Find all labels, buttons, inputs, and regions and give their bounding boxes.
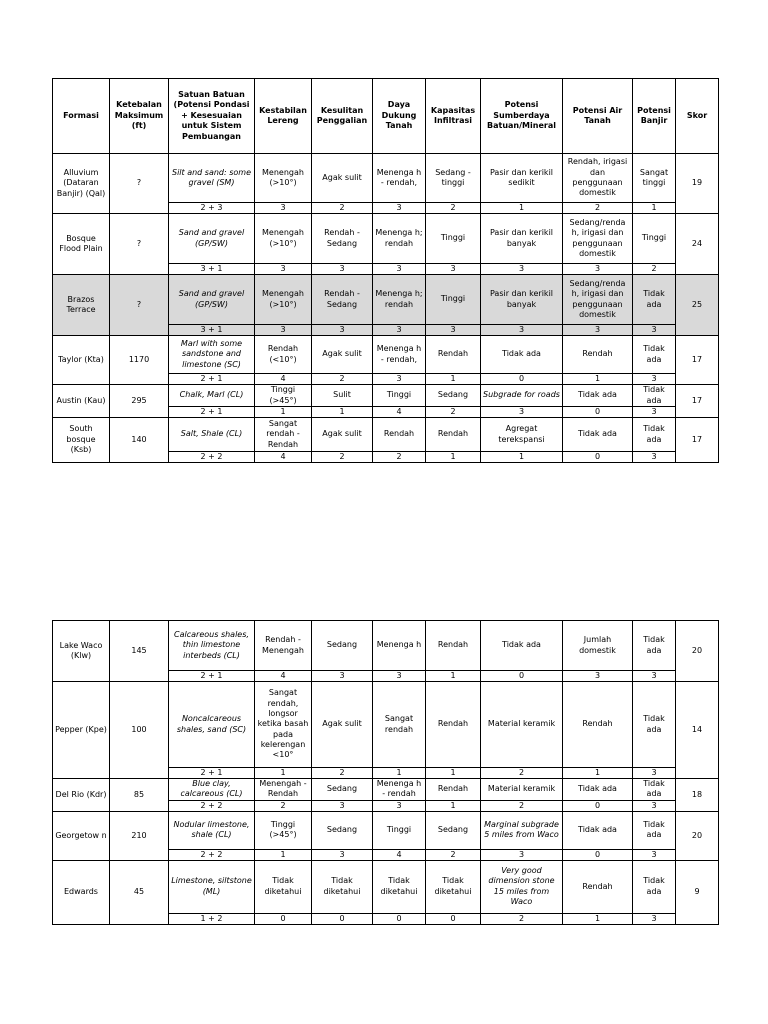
- score-cell: 3: [373, 374, 426, 385]
- score-cell: 0: [373, 913, 426, 924]
- score-cell: 1: [563, 374, 633, 385]
- header-row: [53, 79, 719, 154]
- formation-table-bottom: [52, 620, 719, 925]
- score-cell: 3: [633, 671, 676, 682]
- satuan-batuan-cell: Salt, Shale (CL): [169, 418, 255, 452]
- score-cell: 2 + 1: [169, 374, 255, 385]
- skor-cell: 9: [676, 860, 719, 924]
- daya-dukung-cell: Tinggi: [373, 385, 426, 407]
- kestabilan-cell: Menengah (>10°): [255, 154, 312, 203]
- ketebalan-cell: ?: [110, 214, 169, 275]
- kesulitan-cell: Agak sulit: [312, 418, 373, 452]
- ketebalan-cell: 140: [110, 418, 169, 463]
- satuan-batuan-cell: Chalk, Marl (CL): [169, 385, 255, 407]
- score-cell: 3: [255, 325, 312, 336]
- score-cell: 2: [312, 374, 373, 385]
- satuan-batuan-cell: Calcareous shales, thin limestone interbeds (CL): [169, 621, 255, 671]
- infiltrasi-cell: Sedang: [426, 811, 481, 849]
- skor-cell: 19: [676, 154, 719, 214]
- score-cell: 2: [633, 264, 676, 275]
- formation-row: [53, 336, 719, 374]
- kestabilan-cell: Menengah (>10°): [255, 214, 312, 264]
- kesulitan-cell: Agak sulit: [312, 154, 373, 203]
- air-tanah-cell: Rendah: [563, 336, 633, 374]
- score-cell: 0: [481, 671, 563, 682]
- score-cell: 2: [373, 452, 426, 463]
- satuan-batuan-cell: Sand and gravel (GP/SW): [169, 214, 255, 264]
- formasi-cell: Del Rio (Kdr): [53, 779, 110, 812]
- header-ketebalan: Ketebalan Maksimum (ft): [110, 79, 169, 154]
- infiltrasi-cell: Sedang: [426, 385, 481, 407]
- infiltrasi-cell: Tidak diketahui: [426, 860, 481, 913]
- score-cell: 3: [255, 203, 312, 214]
- ketebalan-cell: 85: [110, 779, 169, 812]
- banjir-cell: Tidak ada: [633, 336, 676, 374]
- kesulitan-cell: Agak sulit: [312, 682, 373, 768]
- score-cell: 0: [563, 800, 633, 811]
- ketebalan-cell: 1170: [110, 336, 169, 385]
- sumberdaya-cell: Very good dimension stone 15 miles from Waco: [481, 860, 563, 913]
- score-cell: 0: [563, 407, 633, 418]
- score-cell: 2: [426, 407, 481, 418]
- formasi-cell: Lake Waco (Klw): [53, 621, 110, 682]
- score-cell: 1: [312, 407, 373, 418]
- header-banjir: Potensi Banjir: [633, 79, 676, 154]
- score-cell: 3: [481, 325, 563, 336]
- kestabilan-cell: Tidak diketahui: [255, 860, 312, 913]
- kestabilan-cell: Sangat rendah - Rendah: [255, 418, 312, 452]
- score-cell: 0: [563, 452, 633, 463]
- formasi-cell: Brazos Terrace: [53, 275, 110, 336]
- daya-dukung-cell: Rendah: [373, 418, 426, 452]
- infiltrasi-cell: Rendah: [426, 682, 481, 768]
- score-cell: 2 + 1: [169, 768, 255, 779]
- infiltrasi-cell: Tinggi: [426, 275, 481, 325]
- kestabilan-cell: Rendah - Menengah: [255, 621, 312, 671]
- score-cell: 1: [255, 849, 312, 860]
- satuan-batuan-cell: Noncalcareous shales, sand (SC): [169, 682, 255, 768]
- kestabilan-cell: Menengah - Rendah: [255, 779, 312, 801]
- score-cell: 1: [255, 407, 312, 418]
- infiltrasi-cell: Tinggi: [426, 214, 481, 264]
- formation-row: [53, 154, 719, 203]
- formasi-cell: Georgetow n: [53, 811, 110, 860]
- ketebalan-cell: ?: [110, 275, 169, 336]
- score-cell: 2: [255, 800, 312, 811]
- score-cell: 3 + 1: [169, 264, 255, 275]
- banjir-cell: Tidak ada: [633, 621, 676, 671]
- score-cell: 2: [426, 849, 481, 860]
- kestabilan-cell: Menengah (>10°): [255, 275, 312, 325]
- score-cell: 1 + 2: [169, 913, 255, 924]
- banjir-cell: Tidak ada: [633, 860, 676, 913]
- kesulitan-cell: Agak sulit: [312, 336, 373, 374]
- banjir-cell: Tidak ada: [633, 275, 676, 325]
- daya-dukung-cell: Tidak diketahui: [373, 860, 426, 913]
- formation-row: [53, 385, 719, 407]
- air-tanah-cell: Tidak ada: [563, 779, 633, 801]
- formasi-cell: Bosque Flood Plain: [53, 214, 110, 275]
- satuan-batuan-cell: Blue clay, calcareous (CL): [169, 779, 255, 801]
- score-cell: 2: [312, 203, 373, 214]
- score-cell: 3: [312, 325, 373, 336]
- score-cell: 3: [373, 800, 426, 811]
- kesulitan-cell: Rendah - Sedang: [312, 214, 373, 264]
- air-tanah-cell: Rendah: [563, 860, 633, 913]
- formation-row: [53, 811, 719, 849]
- sumberdaya-cell: Pasir dan kerikil banyak: [481, 214, 563, 264]
- score-cell: 2 + 2: [169, 800, 255, 811]
- skor-cell: 17: [676, 385, 719, 418]
- score-cell: 4: [255, 452, 312, 463]
- score-cell: 3: [426, 264, 481, 275]
- daya-dukung-cell: Menenga h; rendah: [373, 275, 426, 325]
- sumberdaya-cell: Pasir dan kerikil banyak: [481, 275, 563, 325]
- header-kestabilan: Kestabilan Lereng: [255, 79, 312, 154]
- banjir-cell: Tidak ada: [633, 811, 676, 849]
- air-tanah-cell: Tidak ada: [563, 418, 633, 452]
- daya-dukung-cell: Menenga h - rendah,: [373, 336, 426, 374]
- air-tanah-cell: Sedang/renda h, irigasi dan penggunaan domestik: [563, 214, 633, 264]
- score-cell: 3: [373, 264, 426, 275]
- score-cell: 3: [312, 849, 373, 860]
- skor-cell: 17: [676, 418, 719, 463]
- score-cell: 3: [373, 203, 426, 214]
- skor-cell: 20: [676, 811, 719, 860]
- banjir-cell: Tidak ada: [633, 779, 676, 801]
- banjir-cell: Sangat tinggi: [633, 154, 676, 203]
- score-cell: 1: [426, 800, 481, 811]
- kesulitan-cell: Sedang: [312, 811, 373, 849]
- banjir-cell: Tidak ada: [633, 682, 676, 768]
- score-cell: 3: [255, 264, 312, 275]
- satuan-batuan-cell: Limestone, siltstone (ML): [169, 860, 255, 913]
- sumberdaya-cell: Marginal subgrade 5 miles from Waco: [481, 811, 563, 849]
- score-cell: 2: [481, 800, 563, 811]
- score-cell: 3: [633, 849, 676, 860]
- formasi-cell: Alluvium (Dataran Banjir) (Qal): [53, 154, 110, 214]
- score-cell: 0: [563, 849, 633, 860]
- air-tanah-cell: Rendah, irigasi dan penggunaan domestik: [563, 154, 633, 203]
- skor-cell: 20: [676, 621, 719, 682]
- header-satuan-batuan: Satuan Batuan (Potensi Pondasi + Kesesuaian untuk Sistem Pembuangan: [169, 79, 255, 154]
- header-formasi: Formasi: [53, 79, 110, 154]
- score-cell: 3: [373, 325, 426, 336]
- satuan-batuan-cell: Nodular limestone, shale (CL): [169, 811, 255, 849]
- score-cell: 3: [563, 325, 633, 336]
- score-cell: 2 + 2: [169, 849, 255, 860]
- formation-row: [53, 621, 719, 671]
- header-air-tanah: Potensi Air Tanah: [563, 79, 633, 154]
- formation-row: [53, 860, 719, 913]
- score-cell: 1: [563, 913, 633, 924]
- score-cell: 3: [481, 849, 563, 860]
- score-cell: 4: [373, 407, 426, 418]
- skor-cell: 25: [676, 275, 719, 336]
- sumberdaya-cell: Agregat terekspansi: [481, 418, 563, 452]
- daya-dukung-cell: Tinggi: [373, 811, 426, 849]
- daya-dukung-cell: Menenga h - rendah,: [373, 154, 426, 203]
- score-cell: 2: [426, 203, 481, 214]
- score-cell: 1: [481, 203, 563, 214]
- infiltrasi-cell: Rendah: [426, 621, 481, 671]
- score-cell: 4: [373, 849, 426, 860]
- score-cell: 3: [633, 768, 676, 779]
- sumberdaya-cell: Tidak ada: [481, 621, 563, 671]
- formation-row: [53, 214, 719, 264]
- score-cell: 2: [481, 768, 563, 779]
- ketebalan-cell: 210: [110, 811, 169, 860]
- formation-row: [53, 275, 719, 325]
- ketebalan-cell: 145: [110, 621, 169, 682]
- kestabilan-cell: Tinggi (>45°): [255, 385, 312, 407]
- ketebalan-cell: 45: [110, 860, 169, 924]
- score-cell: 4: [255, 374, 312, 385]
- header-sumberdaya: Potensi Sumberdaya Batuan/Mineral: [481, 79, 563, 154]
- score-cell: 1: [633, 203, 676, 214]
- satuan-batuan-cell: Marl with some sandstone and limestone (SC): [169, 336, 255, 374]
- score-cell: 3: [633, 374, 676, 385]
- score-cell: 1: [426, 671, 481, 682]
- formasi-cell: Edwards: [53, 860, 110, 924]
- air-tanah-cell: Rendah: [563, 682, 633, 768]
- score-cell: 1: [373, 768, 426, 779]
- skor-cell: 18: [676, 779, 719, 812]
- score-cell: 1: [426, 452, 481, 463]
- formation-row: [53, 418, 719, 452]
- score-cell: 3: [633, 800, 676, 811]
- header-kesulitan: Kesulitan Penggalian: [312, 79, 373, 154]
- skor-cell: 17: [676, 336, 719, 385]
- formation-row: [53, 682, 719, 768]
- score-cell: 3: [563, 671, 633, 682]
- score-cell: 2: [312, 768, 373, 779]
- formasi-cell: Austin (Kau): [53, 385, 110, 418]
- air-tanah-cell: Tidak ada: [563, 385, 633, 407]
- score-cell: 3: [312, 800, 373, 811]
- sumberdaya-cell: Pasir dan kerikil sedikit: [481, 154, 563, 203]
- daya-dukung-cell: Menenga h: [373, 621, 426, 671]
- score-cell: 0: [255, 913, 312, 924]
- score-cell: 2 + 1: [169, 671, 255, 682]
- score-cell: 2: [563, 203, 633, 214]
- kesulitan-cell: Rendah - Sedang: [312, 275, 373, 325]
- formation-table-top: [52, 78, 719, 463]
- kesulitan-cell: Tidak diketahui: [312, 860, 373, 913]
- formation-row: [53, 779, 719, 801]
- score-cell: 3: [633, 452, 676, 463]
- kestabilan-cell: Tinggi (>45°): [255, 811, 312, 849]
- score-cell: 3: [373, 671, 426, 682]
- kestabilan-cell: Rendah (<10°): [255, 336, 312, 374]
- daya-dukung-cell: Sangat rendah: [373, 682, 426, 768]
- score-cell: 1: [481, 452, 563, 463]
- daya-dukung-cell: Menenga h; rendah: [373, 214, 426, 264]
- score-cell: 0: [426, 913, 481, 924]
- score-cell: 2 + 1: [169, 407, 255, 418]
- score-cell: 2: [312, 452, 373, 463]
- score-cell: 1: [563, 768, 633, 779]
- infiltrasi-cell: Rendah: [426, 779, 481, 801]
- score-cell: 2 + 3: [169, 203, 255, 214]
- sumberdaya-cell: Material keramik: [481, 779, 563, 801]
- air-tanah-cell: Sedang/renda h, irigasi dan penggunaan domestik: [563, 275, 633, 325]
- header-infiltrasi: Kapasitas Infiltrasi: [426, 79, 481, 154]
- score-cell: 3: [563, 264, 633, 275]
- formasi-cell: South bosque (Ksb): [53, 418, 110, 463]
- header-skor: Skor: [676, 79, 719, 154]
- sumberdaya-cell: Subgrade for roads: [481, 385, 563, 407]
- header-daya-dukung: Daya Dukung Tanah: [373, 79, 426, 154]
- score-cell: 3: [633, 325, 676, 336]
- formasi-cell: Taylor (Kta): [53, 336, 110, 385]
- satuan-batuan-cell: Sand and gravel (GP/SW): [169, 275, 255, 325]
- kestabilan-cell: Sangat rendah, longsor ketika basah pada kelerengan <10°: [255, 682, 312, 768]
- sumberdaya-cell: Material keramik: [481, 682, 563, 768]
- score-cell: 0: [481, 374, 563, 385]
- sumberdaya-cell: Tidak ada: [481, 336, 563, 374]
- score-cell: 3: [481, 264, 563, 275]
- banjir-cell: Tidak ada: [633, 418, 676, 452]
- kesulitan-cell: Sedang: [312, 621, 373, 671]
- banjir-cell: Tidak ada: [633, 385, 676, 407]
- score-cell: 3: [426, 325, 481, 336]
- banjir-cell: Tinggi: [633, 214, 676, 264]
- score-cell: 1: [426, 374, 481, 385]
- score-cell: 2: [481, 913, 563, 924]
- ketebalan-cell: 295: [110, 385, 169, 418]
- infiltrasi-cell: Rendah: [426, 418, 481, 452]
- score-cell: 1: [426, 768, 481, 779]
- score-cell: 3 + 1: [169, 325, 255, 336]
- score-cell: 2 + 2: [169, 452, 255, 463]
- score-cell: 4: [255, 671, 312, 682]
- air-tanah-cell: Tidak ada: [563, 811, 633, 849]
- kesulitan-cell: Sulit: [312, 385, 373, 407]
- daya-dukung-cell: Menenga h - rendah: [373, 779, 426, 801]
- satuan-batuan-cell: Silt and sand: some gravel (SM): [169, 154, 255, 203]
- score-cell: 3: [481, 407, 563, 418]
- score-cell: 0: [312, 913, 373, 924]
- infiltrasi-cell: Rendah: [426, 336, 481, 374]
- skor-cell: 14: [676, 682, 719, 779]
- score-cell: 3: [633, 407, 676, 418]
- skor-cell: 24: [676, 214, 719, 275]
- score-cell: 3: [633, 913, 676, 924]
- score-cell: 3: [312, 264, 373, 275]
- score-cell: 1: [255, 768, 312, 779]
- formasi-cell: Pepper (Kpe): [53, 682, 110, 779]
- score-cell: 3: [312, 671, 373, 682]
- kesulitan-cell: Sedang: [312, 779, 373, 801]
- ketebalan-cell: ?: [110, 154, 169, 214]
- ketebalan-cell: 100: [110, 682, 169, 779]
- air-tanah-cell: Jumlah domestik: [563, 621, 633, 671]
- infiltrasi-cell: Sedang - tinggi: [426, 154, 481, 203]
